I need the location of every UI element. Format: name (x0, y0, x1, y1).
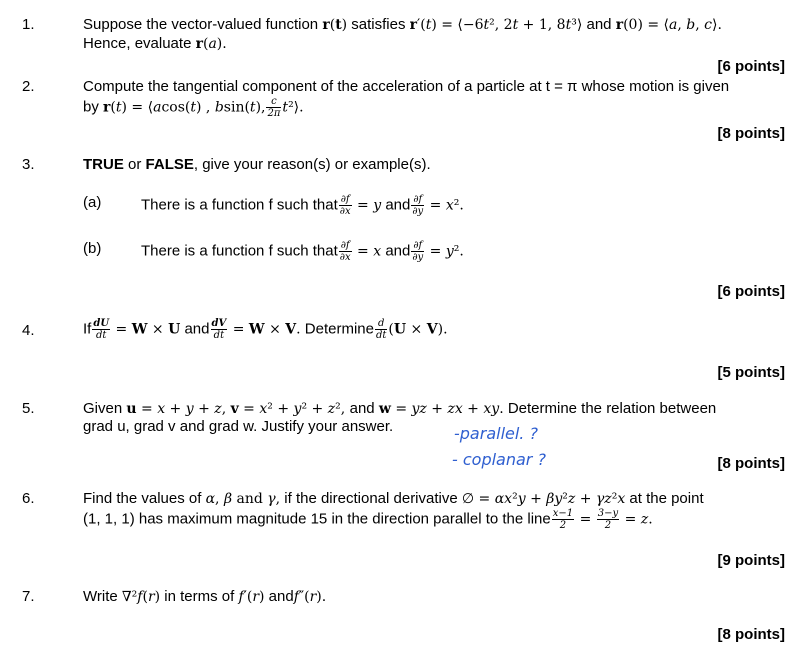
q2-number: 2. (22, 78, 35, 95)
q5-line1: Given u = x + y + z, v = x² + y² + z², and w = yz + zx + xy. Determine the relation between (83, 400, 717, 417)
q3-points: [6 points] (717, 283, 785, 300)
q6-points: [9 points] (717, 552, 785, 569)
q5-number: 5. (22, 400, 35, 417)
q3b-label: (b) (83, 240, 102, 257)
q1-points: [6 points] (717, 58, 785, 75)
q3a-label: (a) (83, 194, 102, 211)
q3-line1: TRUE or FALSE, give your reason(s) or example(s). (83, 156, 431, 173)
q1-line1: Suppose the vector-valued function r(t) satisfies r′(t) = ⟨−6t², 2t + 1, 8t³⟩ and r(0) = ⟨a, b, c⟩. (83, 16, 722, 33)
q4-points: [5 points] (717, 364, 785, 381)
q3-number: 3. (22, 156, 35, 173)
handwritten-note-coplanar: - coplanar ? (452, 450, 546, 469)
q7-points: [8 points] (717, 626, 785, 643)
q3a-text: There is a function f such that $\frac{\partial f}{\partial x}$ = y and $\frac{\partial f}{\partial y}$ = x². (141, 194, 464, 217)
q7-line1: Write ∇²f(r) in terms of f′(r) andf″(r). (83, 588, 327, 605)
q5-line2: grad u, grad v and grad w. Justify your answer. (83, 418, 394, 435)
q2-line2: by r(t) = ⟨acos(t) , bsin(t), $\frac{c}{2\pi}$ t²⟩. (83, 96, 304, 119)
q4-line1: If $\frac{dU}{dt}$ = W × U and $\frac{dV}{dt}$ = W × V. Determine $\frac{d}{dt}$ (U × V). (83, 318, 448, 341)
q1-number: 1. (22, 16, 35, 33)
q5-points: [8 points] (717, 455, 785, 472)
handwritten-note-parallel: -parallel. ? (454, 424, 538, 443)
q2-points: [8 points] (717, 125, 785, 142)
q3b-text: There is a function f such that $\frac{\partial f}{\partial x}$ = x and $\frac{\partial f}{\partial y}$ = y². (141, 240, 464, 263)
q4-number: 4. (22, 322, 35, 339)
q1-line2: Hence, evaluate r(a). (83, 35, 227, 52)
q6-line1: Find the values of α, β and γ, if the directional derivative ∅ = αx²y + βy²z + γz²x at the point (83, 490, 704, 507)
q6-number: 6. (22, 490, 35, 507)
q2-line1: Compute the tangential component of the acceleration of a particle at t = π whose motion is given (83, 78, 730, 95)
q7-number: 7. (22, 588, 35, 605)
q6-line2: (1, 1, 1) has maximum magnitude 15 in the direction parallel to the line $\frac{x-1}{2}$ = $\frac{3-y}{2}$ = z. (83, 508, 653, 531)
